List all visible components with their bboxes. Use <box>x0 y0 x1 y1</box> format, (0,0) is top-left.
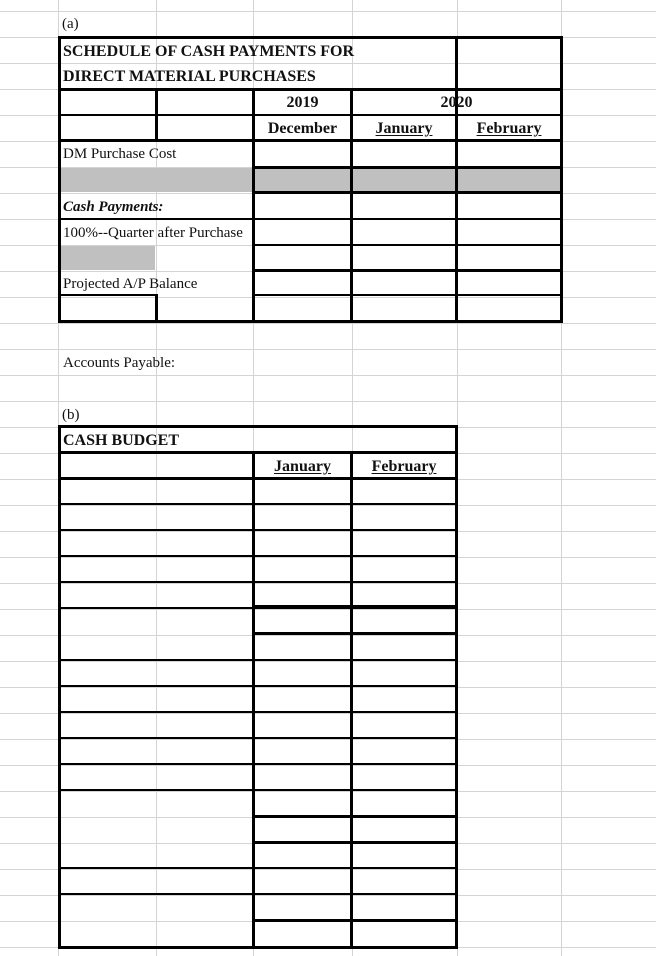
shaded-row <box>59 168 561 192</box>
col-header-december: December <box>267 120 338 137</box>
col-header-january: January <box>375 120 433 137</box>
section-b-label: (b) <box>62 407 80 423</box>
cash-budget-col-february: February <box>371 458 437 475</box>
col-header-february: February <box>476 120 542 137</box>
cash-budget-title: CASH BUDGET <box>63 432 180 449</box>
row-cash-payments: Cash Payments: <box>63 199 164 215</box>
row-quarter-after-purchase: 100%--Quarter after Purchase <box>63 225 243 241</box>
cash-budget-col-january: January <box>274 458 331 475</box>
section-a-label: (a) <box>62 16 79 32</box>
schedule-title-line1: SCHEDULE OF CASH PAYMENTS FOR <box>63 43 354 60</box>
schedule-title-line2: DIRECT MATERIAL PURCHASES <box>63 68 316 85</box>
year-2019: 2019 <box>286 94 319 111</box>
shaded-cell <box>59 246 155 270</box>
row-projected-ap-balance: Projected A/P Balance <box>63 276 198 292</box>
year-2020: 2020 <box>440 94 473 111</box>
accounts-payable-label: Accounts Payable: <box>63 355 176 371</box>
row-dm-purchase-cost: DM Purchase Cost <box>63 146 177 162</box>
